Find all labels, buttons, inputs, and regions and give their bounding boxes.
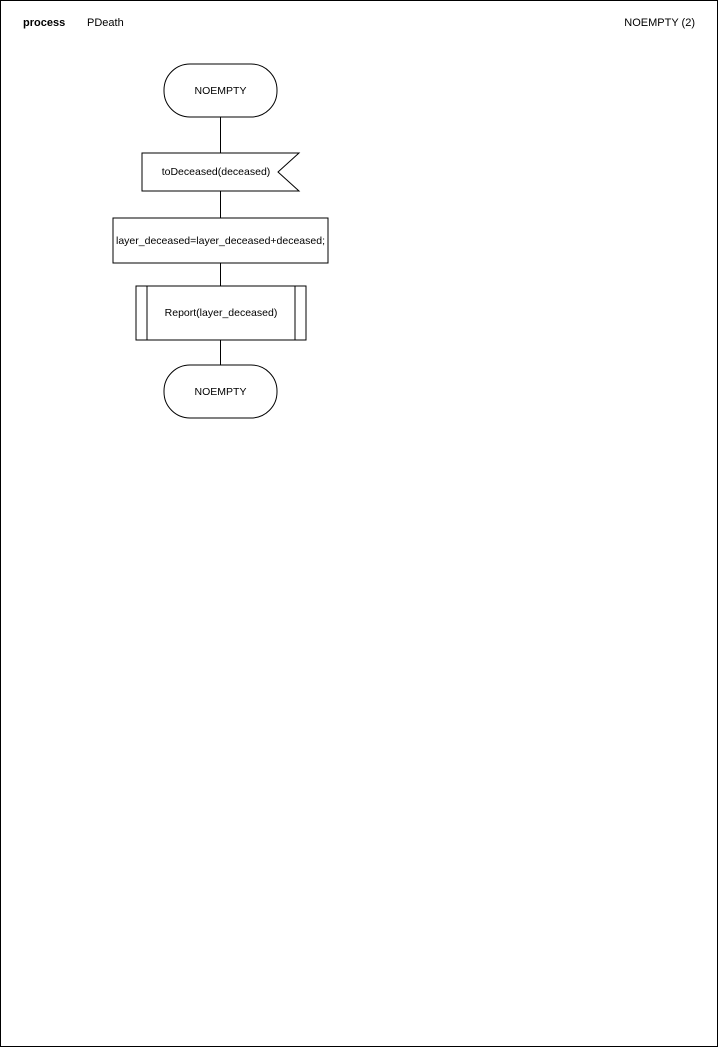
- node-input-todeceased-label: toDeceased(deceased): [161, 166, 271, 178]
- node-procedure-report-label: Report(layer_deceased): [164, 307, 278, 319]
- node-state-start-label: NOEMPTY: [194, 84, 247, 97]
- node-task-assignment[interactable]: [113, 218, 328, 263]
- node-input-todeceased[interactable]: [142, 153, 299, 191]
- header-name: PDeath: [87, 17, 124, 29]
- node-state-end[interactable]: [164, 365, 277, 418]
- node-task-assignment-label: layer_deceased=layer_deceased+deceased;: [116, 234, 325, 247]
- header-page-reference: NOEMPTY (2): [624, 17, 695, 29]
- node-procedure-report[interactable]: [136, 286, 306, 340]
- header-kind: process: [23, 17, 66, 29]
- node-state-end-label: NOEMPTY: [194, 385, 247, 398]
- node-state-start[interactable]: [164, 64, 277, 117]
- flowchart-canvas: [1, 1, 718, 1047]
